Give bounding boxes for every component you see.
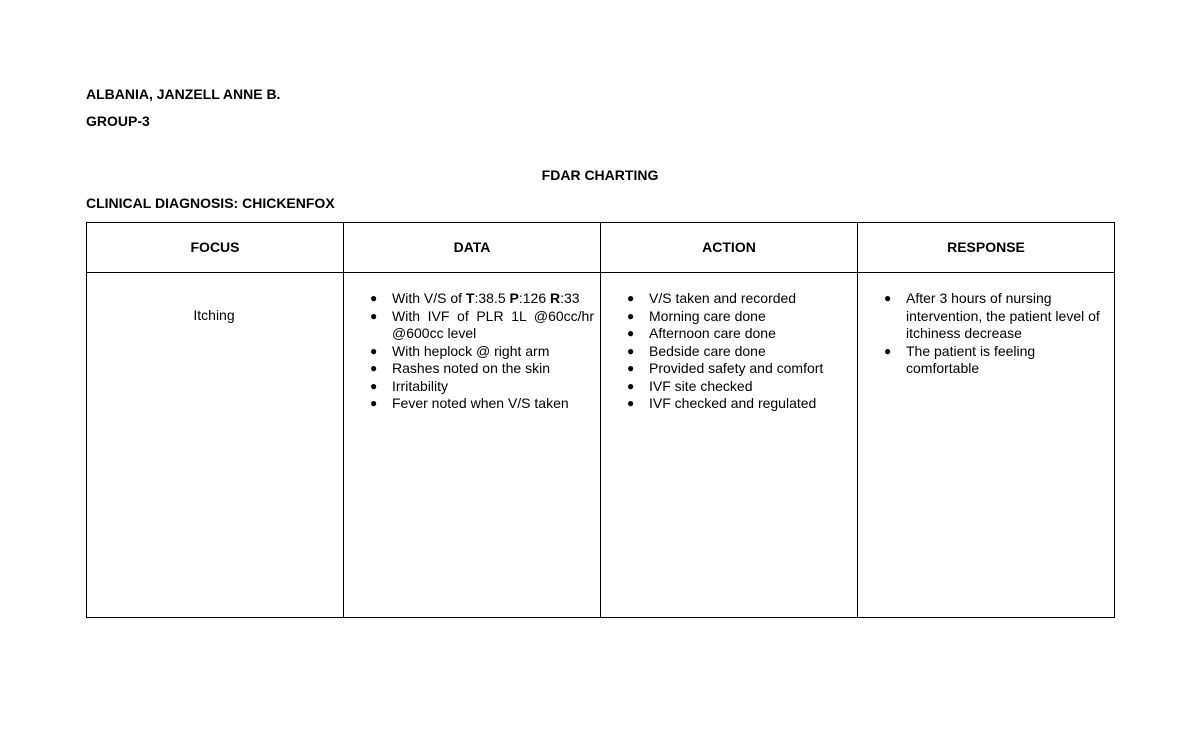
pulse-label: P xyxy=(509,290,519,306)
data-cell xyxy=(344,273,601,618)
pulse-value: :126 xyxy=(518,290,550,306)
data-item-text: Irritability xyxy=(392,377,449,394)
data-item-text: With IVF of PLR 1L @60cc/hr @600cc level xyxy=(392,307,594,341)
list-item xyxy=(858,290,1114,343)
response-item-text: The patient is feeling comfortable xyxy=(906,342,1036,376)
table-row xyxy=(87,273,1115,618)
list-item xyxy=(344,343,600,361)
action-item-text: Morning care done xyxy=(649,307,766,324)
response-cell xyxy=(858,273,1115,618)
action-item-text: IVF site checked xyxy=(649,377,753,394)
action-item-text: IVF checked and regulated xyxy=(649,395,817,411)
list-item xyxy=(601,308,857,326)
bullet-icon: ● xyxy=(627,361,635,375)
clinical-diagnosis xyxy=(86,195,335,212)
data-item-text: Rashes noted on the skin xyxy=(392,360,550,376)
bullet-icon: ● xyxy=(627,396,635,410)
list-item xyxy=(601,395,857,413)
data-item-text: With heplock @ right arm xyxy=(392,342,550,359)
list-item xyxy=(601,343,857,361)
list-item xyxy=(601,290,857,308)
focus-cell xyxy=(87,273,344,618)
bullet-icon: ● xyxy=(627,343,635,358)
data-list xyxy=(344,273,600,413)
column-header-data: DATA xyxy=(344,223,601,273)
response-list xyxy=(858,273,1114,378)
action-list xyxy=(601,273,857,413)
action-item-text: Afternoon care done xyxy=(649,325,776,341)
diagnosis-label: CLINICAL DIAGNOSIS: xyxy=(86,195,239,211)
vitals-prefix: With V/S of xyxy=(392,290,466,306)
document-title: FDAR CHARTING xyxy=(541,167,659,183)
list-item xyxy=(344,378,600,396)
column-header-response: RESPONSE xyxy=(858,223,1115,273)
bullet-icon: ● xyxy=(370,308,378,323)
bullet-icon: ● xyxy=(370,396,378,410)
data-item-text: Fever noted when V/S taken xyxy=(392,395,569,411)
list-item xyxy=(601,360,857,378)
list-item xyxy=(858,343,1114,378)
table-header-row xyxy=(87,223,1115,273)
action-cell xyxy=(601,273,858,618)
student-name: ALBANIA, JANZELL ANNE B. xyxy=(86,86,281,102)
bullet-icon: ● xyxy=(370,291,378,305)
bullet-icon: ● xyxy=(370,343,378,358)
list-item xyxy=(601,378,857,396)
list-item xyxy=(344,395,600,413)
bullet-icon: ● xyxy=(627,378,635,393)
group-label: GROUP-3 xyxy=(86,113,150,129)
focus-text: Itching xyxy=(193,307,235,323)
bullet-icon: ● xyxy=(627,291,635,305)
action-item-text: Provided safety and comfort xyxy=(649,360,824,376)
bullet-icon: ● xyxy=(627,308,635,323)
action-item-text: Bedside care done xyxy=(649,342,766,359)
list-item xyxy=(344,290,600,308)
temperature-value: :38.5 xyxy=(474,290,510,306)
bullet-icon: ● xyxy=(370,378,378,393)
diagnosis-value: CHICKENFOX xyxy=(242,195,335,211)
list-item xyxy=(601,325,857,343)
response-item-text: After 3 hours of nursing intervention, the patient level of itchiness decrease xyxy=(906,290,1100,341)
respiration-value: :33 xyxy=(560,290,580,306)
action-item-text: V/S taken and recorded xyxy=(649,290,797,306)
column-header-focus: FOCUS xyxy=(87,223,344,273)
list-item xyxy=(344,308,600,343)
bullet-icon: ● xyxy=(627,326,635,340)
list-item xyxy=(344,360,600,378)
respiration-label: R xyxy=(550,290,561,306)
fdar-table xyxy=(86,222,1115,618)
temperature-label: T xyxy=(465,290,475,306)
bullet-icon: ● xyxy=(884,291,892,305)
bullet-icon: ● xyxy=(884,343,892,358)
bullet-icon: ● xyxy=(370,361,378,375)
column-header-action: ACTION xyxy=(601,223,858,273)
